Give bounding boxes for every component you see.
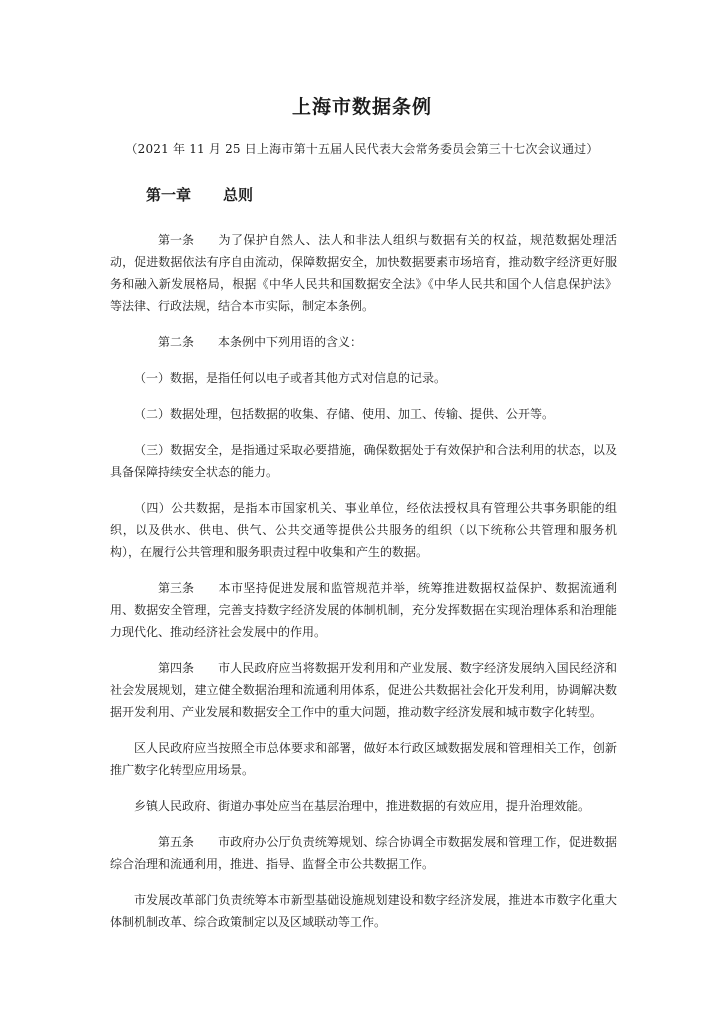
article-label: 第一条 bbox=[158, 233, 195, 247]
paragraph bbox=[110, 497, 617, 563]
chapter-number: 第一章 bbox=[146, 186, 192, 204]
document-body bbox=[110, 229, 617, 947]
paragraph bbox=[110, 737, 617, 781]
article-label: 第五条 bbox=[158, 835, 195, 849]
paragraph-text: （二）数据处理，包括数据的收集、存储、使用、加工、传输、提供、公开等。 bbox=[134, 407, 555, 421]
paragraph-text: 市政府办公厅负责统筹规划、综合协调全市数据发展和管理工作，促进数据综合治理和流通利用，推进、指导、监督全市公共数据工作。 bbox=[110, 835, 617, 871]
paragraph bbox=[110, 331, 617, 353]
paragraph bbox=[110, 229, 617, 317]
adoption-note: （2021 年 11 月 25 日上海市第十五届人民代表大会常务委员会第三十七次会议通过） bbox=[125, 142, 599, 156]
paragraph-text: 区人民政府应当按照全市总体要求和部署，做好本行政区域数据发展和管理相关工作，创新推广数字化转型应用场景。 bbox=[110, 741, 617, 777]
paragraph-text: 市人民政府应当将数据开发利用和产业发展、数字经济发展纳入国民经济和社会发展规划，建立健全数据治理和流通利用体系，促进公共数据社会化开发利用，协调解决数据开发利用、产业发展和数据安全工作中的重大问题，推动数字经济发展和城市数字化转型。 bbox=[110, 661, 617, 719]
paragraph bbox=[110, 657, 617, 723]
page-title: 上海市数据条例 bbox=[291, 96, 432, 118]
paragraph-text: （一）数据，是指任何以电子或者其他方式对信息的记录。 bbox=[134, 371, 447, 385]
paragraph-text: 市发展改革部门负责统筹本市新型基础设施规划建设和数字经济发展，推进本市数字化重大体制机制改革、综合政策制定以及区域联动等工作。 bbox=[110, 893, 617, 929]
paragraph-text: （四）公共数据，是指本市国家机关、事业单位，经依法授权具有管理公共事务职能的组织，以及供水、供电、供气、公共交通等提供公共服务的组织（以下统称公共管理和服务机构），在履行公共管理和服务职责过程中收集和产生的数据。 bbox=[110, 501, 617, 559]
paragraph bbox=[110, 577, 617, 643]
article-label: 第二条 bbox=[158, 335, 195, 349]
paragraph bbox=[110, 795, 617, 817]
paragraph bbox=[110, 439, 617, 483]
paragraph-text: （三）数据安全，是指通过采取必要措施，确保数据处于有效保护和合法利用的状态，以及具备保障持续安全状态的能力。 bbox=[110, 443, 617, 479]
paragraph bbox=[110, 831, 617, 875]
paragraph-text: 本条例中下列用语的含义： bbox=[218, 335, 363, 349]
article-label: 第四条 bbox=[158, 661, 195, 675]
paragraph bbox=[110, 403, 617, 425]
paragraph bbox=[110, 367, 617, 389]
chapter-heading bbox=[146, 184, 253, 205]
paragraph bbox=[110, 889, 617, 933]
article-label: 第三条 bbox=[158, 581, 195, 595]
chapter-name: 总则 bbox=[223, 186, 254, 204]
paragraph-text: 为了保护自然人、法人和非法人组织与数据有关的权益，规范数据处理活动，促进数据依法有序自由流动，保障数据安全，加快数据要素市场培育，推动数字经济更好服务和融入新发展格局，根据《中华人民共和国数据安全法》《中华人民共和国个人信息保护法》等法律、行政法规，结合本市实际，制定本条例。 bbox=[110, 233, 617, 313]
paragraph-text: 乡镇人民政府、街道办事处应当在基层治理中，推进数据的有效应用，提升治理效能。 bbox=[134, 799, 591, 813]
paragraph-text: 本市坚持促进发展和监管规范并举，统筹推进数据权益保护、数据流通利用、数据安全管理，完善支持数字经济发展的体制机制，充分发挥数据在实现治理体系和治理能力现代化、推动经济社会发展中的作用。 bbox=[110, 581, 617, 639]
